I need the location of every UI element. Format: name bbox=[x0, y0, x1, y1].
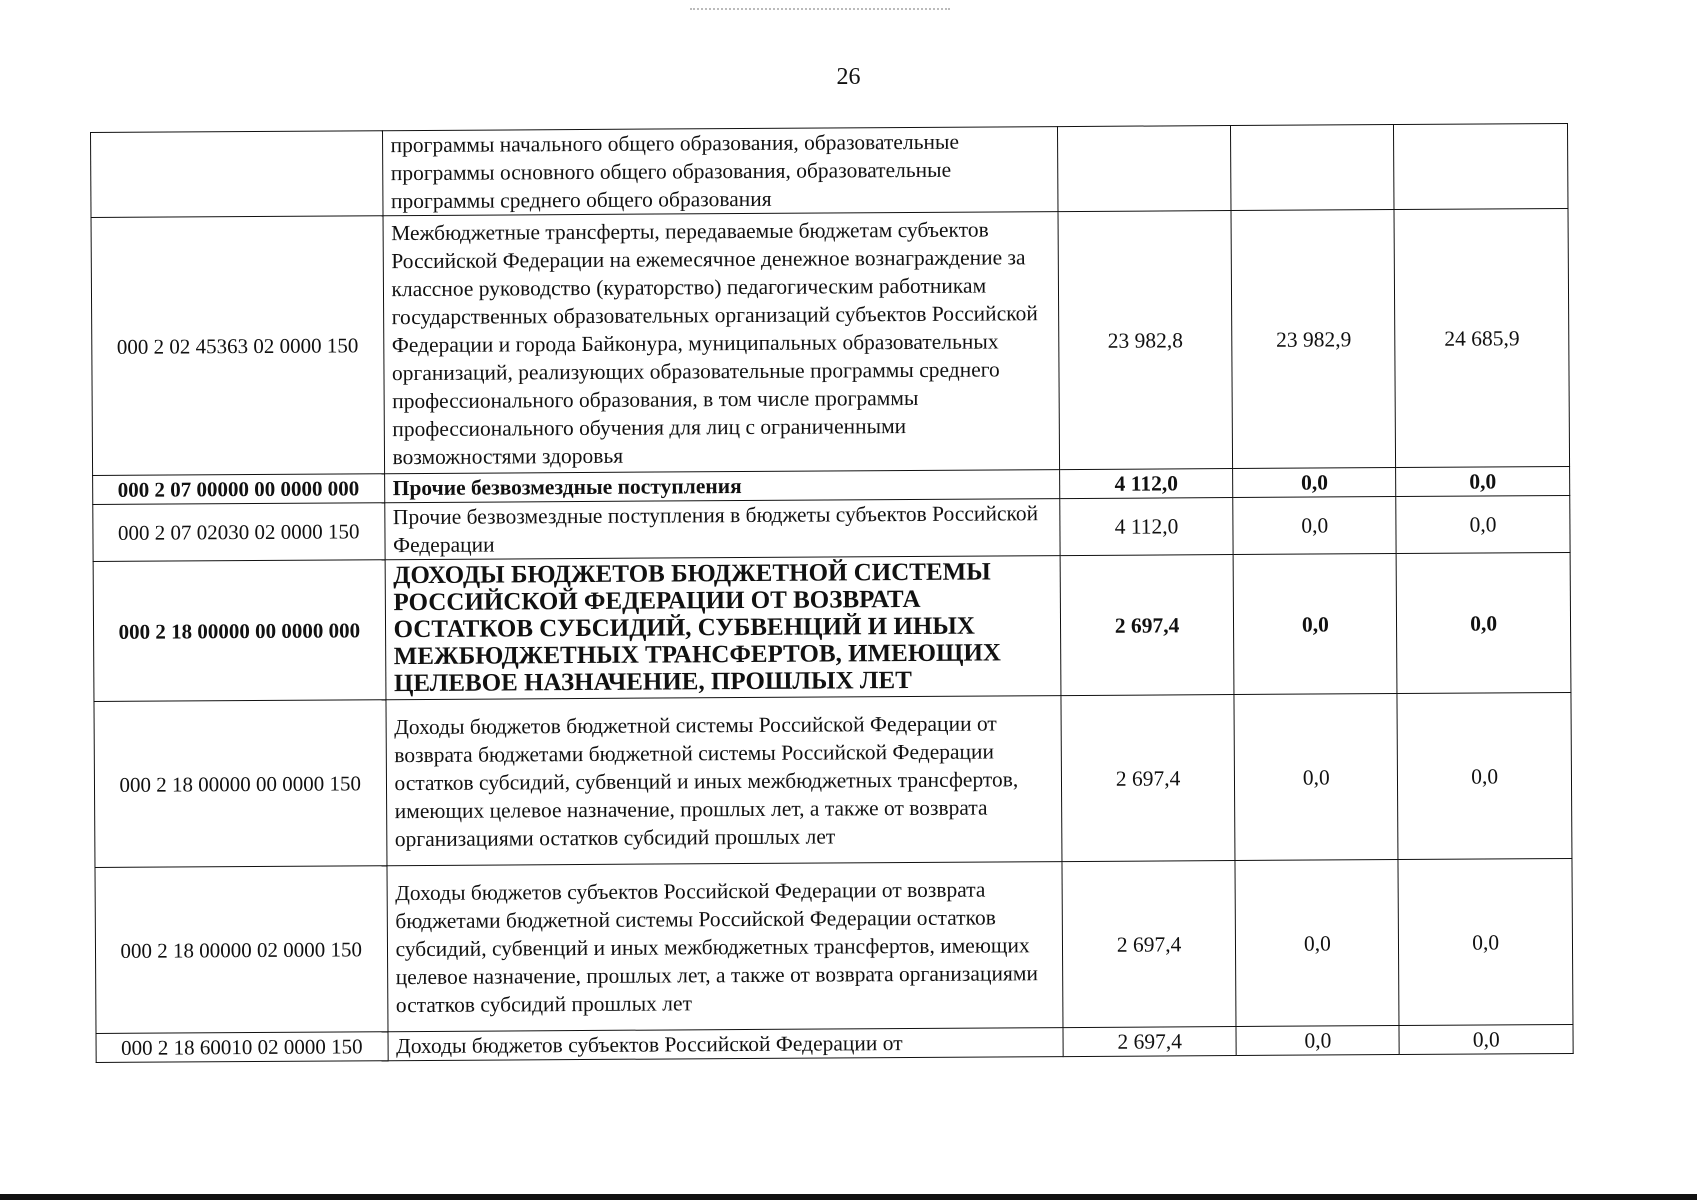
row-code: 000 2 02 45363 02 0000 150 bbox=[91, 216, 384, 476]
row-value-2: 0,0 bbox=[1235, 860, 1399, 1027]
row-value-2: 0,0 bbox=[1236, 1026, 1399, 1056]
row-value-2: 0,0 bbox=[1233, 497, 1396, 555]
row-value-3: 24 685,9 bbox=[1394, 208, 1569, 467]
table-row bbox=[91, 123, 1568, 217]
row-value-1: 2 697,4 bbox=[1060, 555, 1234, 696]
row-value-2: 0,0 bbox=[1234, 694, 1398, 861]
row-description: Доходы бюджетов субъектов Российской Федерации от bbox=[388, 1028, 1063, 1061]
scan-artifact bbox=[690, 8, 950, 14]
row-value-1: 23 982,8 bbox=[1058, 211, 1233, 470]
page-number: 26 bbox=[836, 64, 861, 90]
row-code: 000 2 18 00000 02 0000 150 bbox=[95, 866, 388, 1034]
row-value-3: 0,0 bbox=[1398, 858, 1573, 1025]
row-value-3: 0,0 bbox=[1399, 1024, 1573, 1054]
row-value-2: 0,0 bbox=[1234, 554, 1398, 695]
table-row bbox=[94, 692, 1572, 867]
budget-table-container bbox=[90, 129, 1568, 1063]
row-value-1 bbox=[1057, 126, 1231, 212]
row-description: Межбюджетные трансферты, передаваемые бюджетам субъектов Российской Федерации на ежемесячное денежное вознаграждение за классное руководство (кураторство) педагогическим работникам государственных образовательных организаций субъектов Российской Федерации и города Байконура, муниципальных образовательных организаций, реализующих образовательные программы среднего профессионального образования, в том числе программы профессионального обучения для лиц с ограниченными возможностями здоровья bbox=[383, 212, 1060, 474]
row-code: 000 2 07 02030 02 0000 150 bbox=[93, 503, 385, 562]
row-value-1: 4 112,0 bbox=[1060, 498, 1234, 556]
row-code: 000 2 07 00000 00 0000 000 bbox=[93, 474, 385, 505]
row-value-2: 23 982,9 bbox=[1231, 210, 1395, 469]
row-code bbox=[91, 131, 383, 218]
row-description: ДОХОДЫ БЮДЖЕТОВ БЮДЖЕТНОЙ СИСТЕМЫ РОССИЙСКОЙ ФЕДЕРАЦИИ ОТ ВОЗВРАТА ОСТАТКОВ СУБСИДИЙ, СУБВЕНЦИЙ И ИНЫХ МЕЖБЮДЖЕТНЫХ ТРАНСФЕРТОВ, ИМЕЮЩИХ ЦЕЛЕВОЕ НАЗНАЧЕНИЕ, ПРОШЛЫХ ЛЕТ bbox=[385, 556, 1061, 700]
row-description: Доходы бюджетов бюджетной системы Российской Федерации от возврата бюджетами бюджетной системы Российской Федерации остатков субсидий, субвенций и иных межбюджетных трансфертов, имеющих целевое назначение, прошлых лет, а также от возврата организациями остатков субсидий прошлых лет bbox=[386, 696, 1062, 866]
row-value-3 bbox=[1394, 123, 1568, 209]
row-value-2: 0,0 bbox=[1233, 468, 1396, 498]
table-row bbox=[93, 495, 1570, 561]
row-value-1: 4 112,0 bbox=[1059, 469, 1233, 499]
row-value-2 bbox=[1231, 125, 1394, 211]
row-code: 000 2 18 00000 00 0000 000 bbox=[93, 560, 385, 702]
row-description: Доходы бюджетов субъектов Российской Федерации от возврата бюджетами бюджетной системы Российской Федерации остатков субсидий, субвенций и иных межбюджетных трансфертов, имеющих целевое назначение, прошлых лет, а также от возврата организациями остатков субсидий прошлых лет bbox=[387, 862, 1063, 1032]
row-value-1: 2 697,4 bbox=[1063, 1027, 1237, 1057]
row-description: Прочие безвозмездные поступления bbox=[384, 470, 1059, 503]
row-value-3: 0,0 bbox=[1396, 495, 1570, 553]
table-row bbox=[91, 208, 1570, 475]
row-value-3: 0,0 bbox=[1397, 692, 1572, 859]
row-value-1: 2 697,4 bbox=[1061, 695, 1236, 862]
row-value-3: 0,0 bbox=[1396, 552, 1571, 693]
scan-bottom-edge bbox=[0, 1194, 1697, 1200]
row-code: 000 2 18 60010 02 0000 150 bbox=[96, 1032, 388, 1063]
row-description: программы начального общего образования, образовательные программы основного общего образования, образовательные программы среднего общего образования bbox=[382, 127, 1058, 216]
table-row bbox=[95, 858, 1573, 1033]
row-value-3: 0,0 bbox=[1396, 466, 1570, 496]
row-value-1: 2 697,4 bbox=[1062, 861, 1237, 1028]
budget-revenue-table bbox=[90, 123, 1574, 1063]
row-code: 000 2 18 00000 00 0000 150 bbox=[94, 700, 387, 868]
row-description: Прочие безвозмездные поступления в бюджеты субъектов Российской Федерации bbox=[384, 499, 1060, 560]
table-row bbox=[93, 552, 1571, 701]
